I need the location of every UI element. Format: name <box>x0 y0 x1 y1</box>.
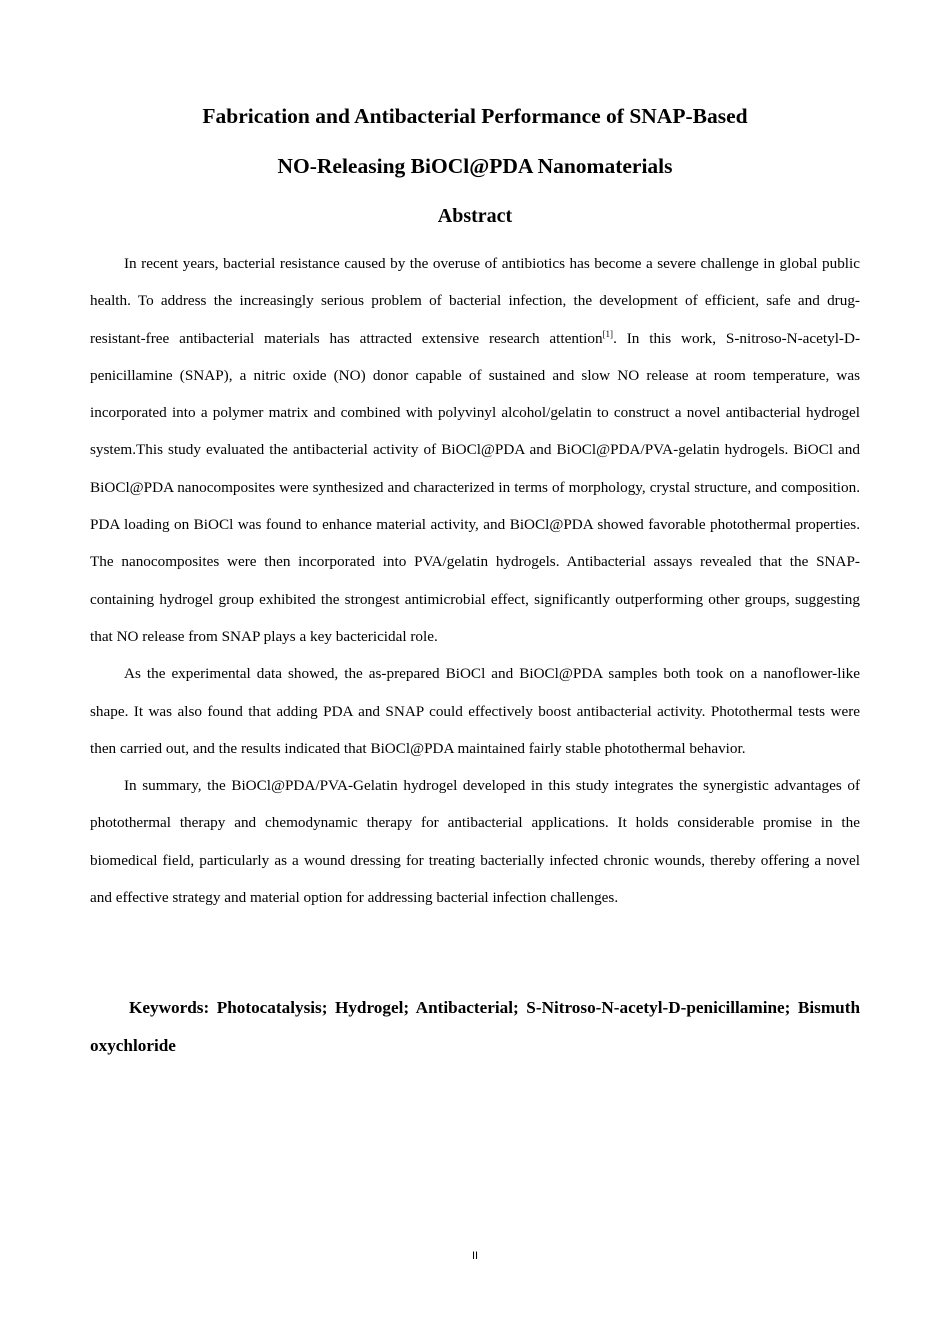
abstract-paragraph-1 <box>90 245 860 655</box>
paragraph-1-text-before-citation: In recent years, bacterial resistance caused by the overuse of antibiotics has become a severe challenge in global public health. To address the increasingly serious problem of bacterial infection, the development of efficient, safe and drug-resistant-free antibacterial materials has attracted extensive research attention <box>90 255 860 347</box>
abstract-body <box>90 245 860 916</box>
page-number: II <box>471 1250 479 1262</box>
abstract-paragraph-2: As the experimental data showed, the as-prepared BiOCl and BiOCl@PDA samples both took on a nanoflower-like shape. It was also found that adding PDA and SNAP could effectively boost antibacterial activity. Photothermal tests were then carried out, and the results indicated that BiOCl@PDA maintained fairly stable photothermal behavior. <box>90 665 860 757</box>
title-line-1: Fabrication and Antibacterial Performance of SNAP-Based <box>202 104 748 128</box>
title-line-2: NO-Releasing BiOCl@PDA Nanomaterials <box>277 154 673 178</box>
keywords: Keywords: Photocatalysis; Hydrogel; Antibacterial; S-Nitroso-N-acetyl-D-penicillamine; Bismuth oxychloride <box>90 998 860 1055</box>
abstract-paragraph-3: In summary, the BiOCl@PDA/PVA-Gelatin hydrogel developed in this study integrates the synergistic advantages of photothermal therapy and chemodynamic therapy for antibacterial applications. It holds considerable promise in the biomedical field, particularly as a wound dressing for treating bacterially infected chronic wounds, thereby offering a novel and effective strategy and material option for addressing bacterial infection challenges. <box>90 777 860 907</box>
paragraph-1-text-after-citation: . In this work, S-nitroso-N-acetyl-D-penicillamine (SNAP), a nitric oxide (NO) donor capable of sustained and slow NO release at room temperature, was incorporated into a polymer matrix and combined with polyvinyl alcohol/gelatin to construct a novel antibacterial hydrogel system.This study evaluated the antibacterial activity of BiOCl@PDA and BiOCl@PDA/PVA-gelatin hydrogels. BiOCl and BiOCl@PDA nanocomposites were synthesized and characterized in terms of morphology, crystal structure, and composition. PDA loading on BiOCl was found to enhance material activity, and BiOCl@PDA showed favorable photothermal properties. The nanocomposites were then incorporated into PVA/gelatin hydrogels. Antibacterial assays revealed that the SNAP-containing hydrogel group exhibited the strongest antimicrobial effect, significantly outperforming other groups, suggesting that NO release from SNAP plays a key bactericidal role. <box>90 329 860 645</box>
abstract-heading: Abstract <box>437 205 513 227</box>
citation-reference: [1] <box>602 328 614 339</box>
